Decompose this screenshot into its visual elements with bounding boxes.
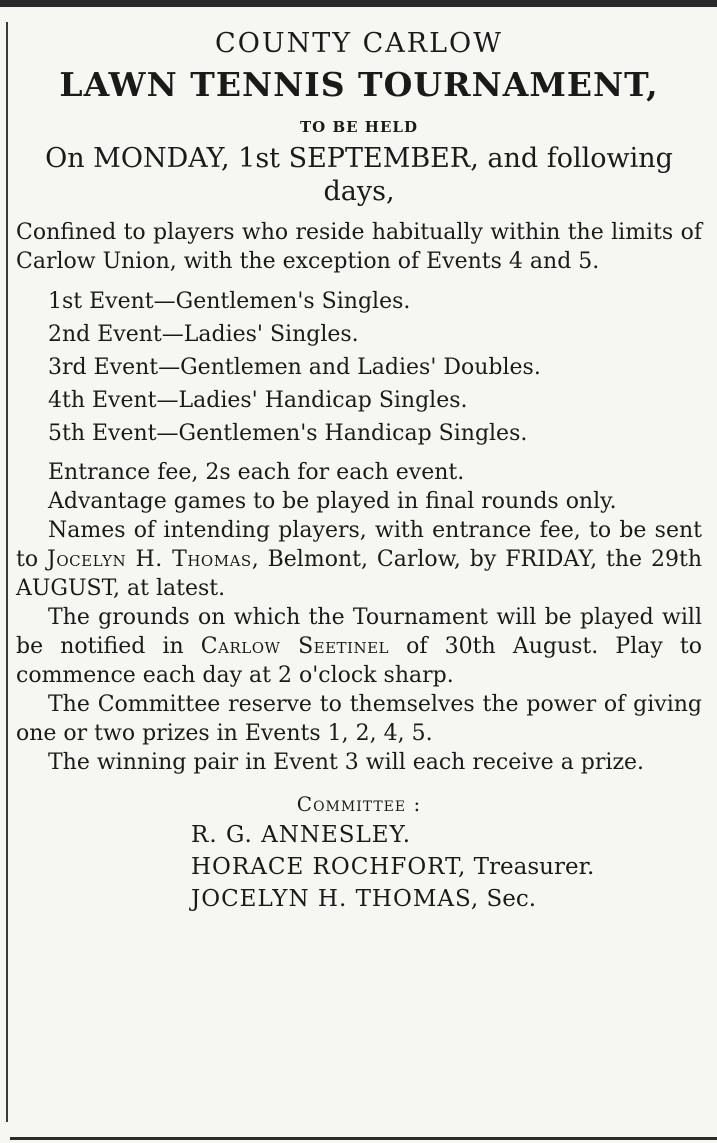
date-line: On MONDAY, 1st SEPTEMBER, and following days, — [45, 143, 673, 207]
event-item-1: 1st Event—Gentlemen's Singles. — [48, 289, 411, 314]
entrance-fee-paragraph: Entrance fee, 2s each for each event. — [48, 460, 465, 485]
left-column-rule — [6, 22, 8, 1122]
tournament-title: LAWN TENNIS TOURNAMENT, — [59, 65, 659, 104]
grounds-text-end: of 30th August. Play to commence each day at 2 o'clock sharp. — [16, 634, 702, 688]
grounds-paragraph — [16, 603, 702, 690]
event-item-5: 5th Event—Gentlemen's Handicap Singles. — [48, 421, 528, 446]
committee-member-1 — [16, 819, 702, 851]
county-heading: COUNTY CARLOW — [215, 28, 503, 59]
prizes-paragraph: The Committee reserve to themselves the power of giving one or two prizes in Events 1, 2, 4, 5. — [16, 692, 702, 746]
member-name: R. G. ANNESLEY. — [191, 822, 412, 848]
event-list — [48, 285, 702, 450]
bottom-rule — [10, 1137, 717, 1140]
member-role: Sec. — [479, 886, 537, 912]
secretary-name: Jocelyn H. Thomas — [47, 547, 252, 572]
committee-heading: Committee : — [296, 792, 422, 816]
committee-member-2 — [16, 851, 702, 883]
top-rule — [0, 0, 717, 7]
entry-text-start: Names of intending players, with entrance fee, to be sent to — [16, 518, 702, 572]
member-name: HORACE ROCHFORT, — [191, 854, 467, 880]
entry-text-end: , Belmont, Carlow, by FRIDAY, the 29th AUGUST, at latest. — [16, 547, 702, 601]
doubles-prize-paragraph: The winning pair in Event 3 will each receive a prize. — [48, 750, 645, 775]
advantage-paragraph: Advantage games to be played in final rounds only. — [48, 489, 617, 514]
newspaper-name: Carlow Seetinel — [200, 634, 390, 659]
committee-member-3 — [16, 883, 702, 915]
member-name: JOCELYN H. THOMAS, — [191, 886, 480, 912]
event-item-4: 4th Event—Ladies' Handicap Singles. — [48, 388, 468, 413]
grounds-text-start: The grounds on which the Tournament will be played will be notified in — [16, 605, 702, 659]
entry-instructions-paragraph — [16, 516, 702, 603]
event-item-3: 3rd Event—Gentlemen and Ladies' Doubles. — [48, 355, 541, 380]
to-be-held-label: TO BE HELD — [300, 118, 418, 136]
eligibility-paragraph: Confined to players who reside habitually within the limits of Carlow Union, with the exception of Events 4 and 5. — [16, 220, 702, 274]
member-role: Treasurer. — [466, 854, 595, 880]
event-item-2: 2nd Event—Ladies' Singles. — [48, 322, 359, 347]
advertisement — [16, 26, 702, 915]
